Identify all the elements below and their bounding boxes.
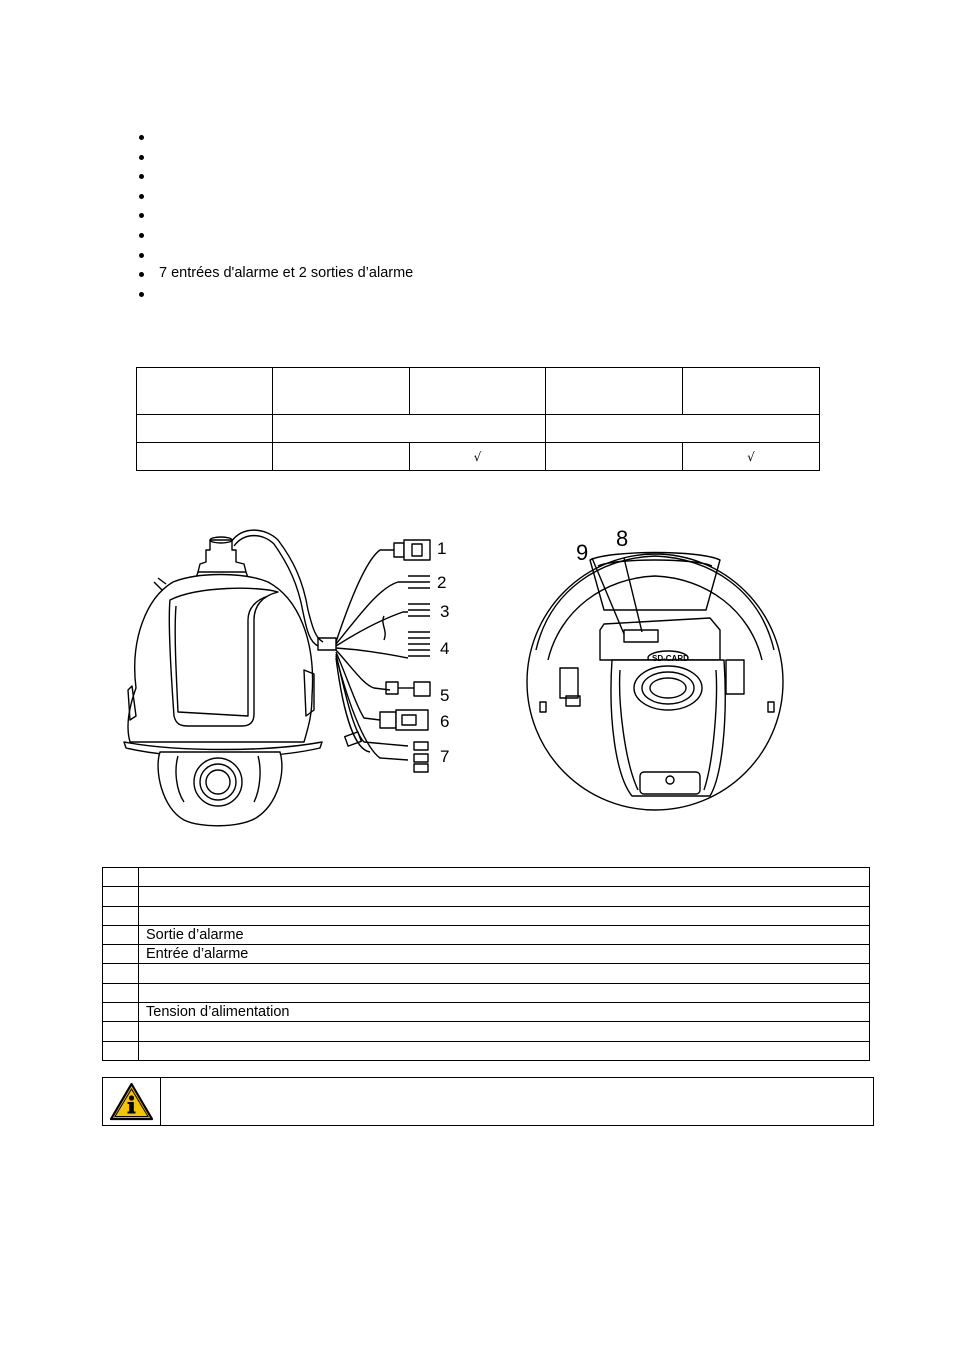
table-row <box>103 925 870 944</box>
camera-exterior-illustration <box>118 520 468 835</box>
list-item: 7 entrées d'alarme et 2 sorties d’alarme <box>136 264 413 284</box>
info-warning-icon <box>103 1078 160 1125</box>
part-description <box>139 887 870 906</box>
table-cell <box>683 368 820 415</box>
table-cell <box>273 415 546 443</box>
table-row <box>103 1003 870 1022</box>
table-cell <box>137 368 273 415</box>
table-row <box>103 1041 870 1060</box>
list-item <box>136 225 413 245</box>
part-description: Sortie d’alarme <box>139 925 870 944</box>
camera-interior-illustration <box>520 520 790 825</box>
table-row <box>103 887 870 906</box>
callout-1: 1 <box>437 539 447 558</box>
list-item <box>136 284 413 304</box>
list-item <box>136 205 413 225</box>
callout-5: 5 <box>440 686 450 705</box>
list-item <box>136 147 413 167</box>
callout-9: 9 <box>576 540 589 565</box>
part-description <box>139 983 870 1002</box>
part-number <box>103 868 139 887</box>
table-cell <box>410 368 546 415</box>
callout-7: 7 <box>440 747 450 766</box>
table-row <box>137 443 820 471</box>
table-cell <box>137 443 273 471</box>
notice-icon-cell <box>103 1078 161 1125</box>
part-description <box>139 1041 870 1060</box>
feature-list <box>136 127 413 303</box>
part-description: Entrée d’alarme <box>139 945 870 964</box>
table-row <box>103 868 870 887</box>
checkmark-cell: √ <box>683 443 820 471</box>
part-description <box>139 1022 870 1041</box>
part-description <box>139 868 870 887</box>
list-item <box>136 245 413 265</box>
part-number <box>103 925 139 944</box>
table-cell <box>273 368 410 415</box>
table-cell <box>137 415 273 443</box>
callout-3: 3 <box>440 602 450 621</box>
list-item <box>136 186 413 206</box>
part-number <box>103 1041 139 1060</box>
table-row <box>103 964 870 983</box>
list-item <box>136 127 413 147</box>
table-cell <box>546 443 683 471</box>
part-number <box>103 945 139 964</box>
part-number <box>103 964 139 983</box>
table-row <box>103 945 870 964</box>
part-number <box>103 1022 139 1041</box>
table-row <box>137 415 820 443</box>
part-number <box>103 887 139 906</box>
checkmark-cell: √ <box>410 443 546 471</box>
compatibility-table <box>136 367 820 471</box>
part-description <box>139 906 870 925</box>
table-cell <box>546 415 820 443</box>
part-description <box>139 964 870 983</box>
callout-4: 4 <box>440 639 450 658</box>
part-number <box>103 983 139 1002</box>
part-number <box>103 1003 139 1022</box>
parts-table <box>102 867 870 1061</box>
table-cell <box>273 443 410 471</box>
callout-6: 6 <box>440 712 450 731</box>
table-row <box>137 368 820 415</box>
part-description: Tension d’alimentation <box>139 1003 870 1022</box>
table-cell <box>546 368 683 415</box>
table-row <box>103 906 870 925</box>
part-number <box>103 906 139 925</box>
notice-box <box>102 1077 874 1126</box>
callout-2: 2 <box>437 573 447 592</box>
list-item <box>136 166 413 186</box>
sd-card-label: SD-CARD <box>652 654 689 663</box>
table-row <box>103 1022 870 1041</box>
table-row <box>103 983 870 1002</box>
callout-8: 8 <box>616 526 629 551</box>
